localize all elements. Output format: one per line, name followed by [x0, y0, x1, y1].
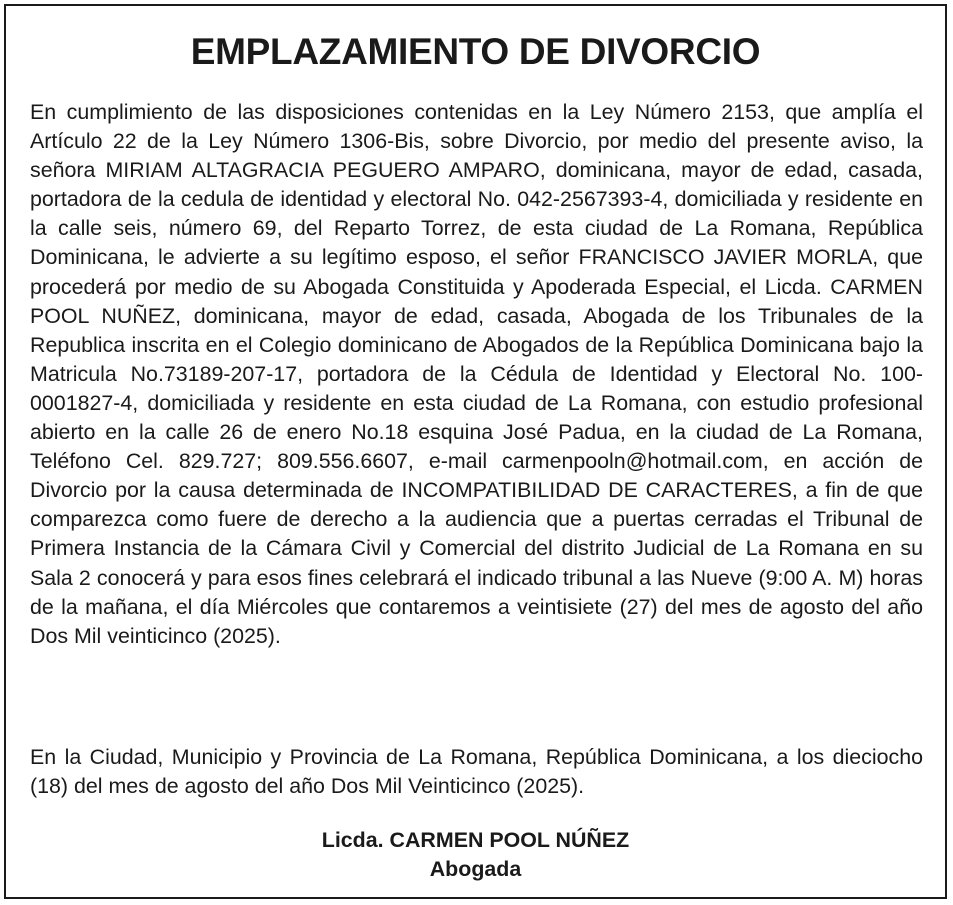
notice-title: EMPLAZAMIENTO DE DIVORCIO — [190, 31, 761, 72]
signature-block — [6, 826, 945, 884]
signature-name: Licda. CARMEN POOL NÚÑEZ — [321, 828, 630, 852]
notice-frame — [4, 4, 947, 899]
notice-body-paragraph: En cumplimiento de las disposiciones contenidas en la Ley Número 2153, que amplía el Artículo 22 de la Ley Número 1306-Bis, sobre Divorcio, por medio del presente aviso, la señora MIRIAM ALTAGRACIA PEGUERO AMPARO, dominicana, mayor de edad, casada, portadora de la cedula de identidad y electoral No. 042-2567393-4, domiciliada y residente en la calle seis, número 69, del Reparto Torrez, de esta ciudad de La Romana, República Dominicana, le advierte a su legítimo esposo, el señor FRANCISCO JAVIER MORLA, que procederá por medio de su Abogada Constituida y Apoderada Especial, el Licda. CARMEN POOL NUÑEZ, dominicana, mayor de edad, casada, Abogada de los Tribunales de la Republica inscrita en el Colegio dominicano de Abogados de la República Dominicana bajo la Matricula No.73189-207-17, portadora de la Cédula de Identidad y Electoral No. 100-0001827-4, domiciliada y residente en esta ciudad de La Romana, con estudio profesional abierto en la calle 26 de enero No.18 esquina José Padua, en la ciudad de La Romana, Teléfono Cel. 829.727; 809.556.6607, e-mail carmenpooln@hotmail.com, en acción de Divorcio por la causa determinada de INCOMPATIBILIDAD DE CARACTERES, a fin de que comparezca como fuere de derecho a la audiencia que a puertas cerradas el Tribunal de Primera Instancia de la Cámara Civil y Comercial del distrito Judicial de La Romana en su Sala 2 conocerá y para esos fines celebrará el indicado tribunal a las Nueve (9:00 A. M) horas de la mañana, el día Miércoles que contaremos a veintisiete (27) del mes de agosto del año Dos Mil veinticinco (2025). — [30, 100, 923, 648]
notice-closing-paragraph: En la Ciudad, Municipio y Provincia de La Romana, República Dominicana, a los dieciocho (18) del mes de agosto del año Dos Mil Veinticinco (2025). — [30, 745, 923, 799]
signature-role: Abogada — [429, 857, 522, 881]
